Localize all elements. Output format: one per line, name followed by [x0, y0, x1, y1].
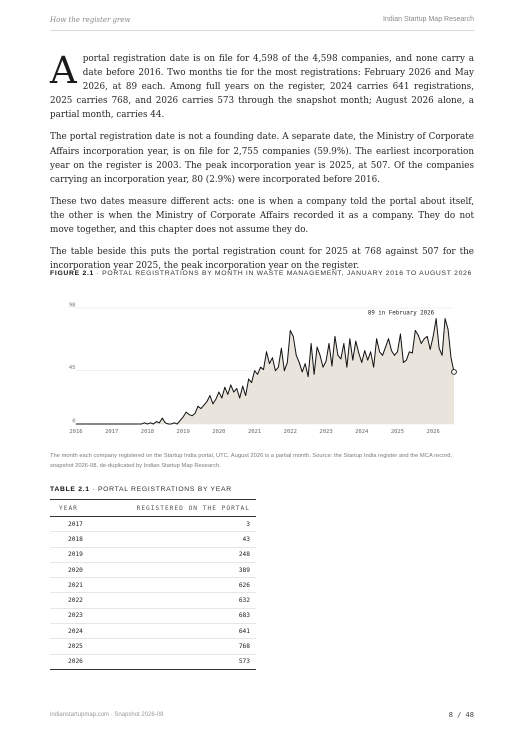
data-point [335, 336, 336, 337]
cell-year: 2023 [50, 608, 96, 623]
data-point [317, 347, 318, 348]
cell-registered: 641 [96, 624, 256, 639]
data-point [251, 382, 252, 383]
table-row [50, 624, 256, 639]
data-point [278, 367, 279, 368]
data-point [373, 367, 374, 368]
data-point [162, 418, 163, 419]
cell-registered: 626 [96, 578, 256, 593]
data-point [266, 351, 267, 352]
data-point [171, 424, 172, 425]
data-point [269, 363, 270, 364]
data-point [201, 408, 202, 409]
data-point [117, 424, 118, 425]
cell-registered: 573 [96, 654, 256, 669]
data-point [102, 424, 103, 425]
table-row [50, 654, 256, 669]
data-point [189, 414, 190, 415]
data-point [126, 424, 127, 425]
data-point [376, 338, 377, 339]
data-point [424, 338, 425, 339]
paragraph-3: These two dates measure different acts: one is when a company told the portal about itself, the other is when the Ministry of Corporate Affairs recorded it as a company. They do not move together, and this chapter does not assume they do. [50, 196, 474, 236]
data-point [323, 367, 324, 368]
data-point [88, 424, 89, 425]
table-row [50, 593, 256, 608]
data-point [254, 370, 255, 371]
data-point [233, 392, 234, 393]
data-point [99, 424, 100, 425]
data-point [281, 348, 282, 349]
series-end-marker [452, 370, 457, 375]
data-point [406, 360, 407, 361]
data-point [341, 359, 342, 360]
x-tick-label: 2016 [69, 429, 83, 435]
column-header-year: YEAR [50, 500, 96, 517]
data-point [186, 412, 187, 413]
data-point [349, 338, 350, 339]
data-point [361, 362, 362, 363]
data-point [326, 361, 327, 362]
data-point [245, 395, 246, 396]
table-row [50, 562, 256, 577]
registrations-table [50, 499, 256, 670]
data-point [177, 424, 178, 425]
chapter-title: How the register grew [50, 16, 131, 24]
data-point [284, 370, 285, 371]
data-point [180, 420, 181, 421]
data-point [367, 360, 368, 361]
data-point [105, 424, 106, 425]
data-point [397, 351, 398, 352]
data-point [412, 353, 413, 354]
data-point [129, 424, 130, 425]
cell-year: 2021 [50, 578, 96, 593]
drop-cap: A [50, 49, 77, 92]
data-point [403, 362, 404, 363]
cell-year: 2018 [50, 532, 96, 547]
data-point [364, 350, 365, 351]
paragraph-1 [50, 49, 474, 122]
data-point [421, 343, 422, 344]
data-point [195, 413, 196, 414]
data-point [260, 367, 261, 368]
x-tick-label: 2020 [212, 429, 226, 435]
table-caption [50, 486, 232, 493]
data-point [379, 351, 380, 352]
table-row [50, 532, 256, 547]
data-point [114, 424, 115, 425]
table-header-row [50, 500, 256, 517]
data-point [210, 395, 211, 396]
data-point [85, 424, 86, 425]
data-point [153, 424, 154, 425]
table-body [50, 517, 256, 670]
cell-year: 2026 [50, 654, 96, 669]
cell-year: 2024 [50, 624, 96, 639]
data-point [332, 366, 333, 367]
data-point [388, 338, 389, 339]
data-point [120, 424, 121, 425]
data-point [76, 424, 77, 425]
y-tick-label: 98 [68, 302, 76, 309]
data-point [221, 398, 222, 399]
cell-year: 2020 [50, 562, 96, 577]
data-point [174, 422, 175, 423]
figure-caption [50, 268, 474, 279]
data-point [239, 398, 240, 399]
cell-registered: 43 [96, 532, 256, 547]
data-point [448, 329, 449, 330]
data-point [108, 424, 109, 425]
data-point [308, 376, 309, 377]
data-point [415, 330, 416, 331]
y-axis-ticks [69, 303, 76, 425]
data-point [299, 362, 300, 363]
data-point [355, 341, 356, 342]
data-point [427, 336, 428, 337]
data-point [400, 334, 401, 335]
data-point [442, 355, 443, 356]
paragraph-2: The portal registration date is not a founding date. A separate date, the Ministry of Corporate Affairs incorporation year, is on file for 2,755 companies (59.9%). The earliest incorporation year on the register is 2003. The peak incorporation year is 2025, at 507. Of the companies carrying an incorporation year, 80 (2.9%) were incorporated before 2016. [50, 132, 474, 185]
table-number: TABLE 2.1 [50, 486, 90, 493]
data-point [144, 422, 145, 423]
data-point [329, 343, 330, 344]
x-tick-label: 2018 [140, 429, 155, 435]
table-row [50, 517, 256, 532]
data-point [445, 318, 446, 319]
data-point [293, 336, 294, 337]
data-point [248, 379, 249, 380]
data-point [296, 355, 297, 356]
data-point [263, 369, 264, 370]
data-point [314, 374, 315, 375]
data-point [451, 357, 452, 358]
data-point [93, 424, 94, 425]
data-point [90, 424, 91, 425]
data-point [275, 370, 276, 371]
cell-year: 2022 [50, 593, 96, 608]
data-point [287, 362, 288, 363]
series-area-fill [76, 319, 454, 424]
data-point [370, 351, 371, 352]
x-tick-label: 2023 [319, 429, 333, 435]
x-tick-label: 2019 [176, 429, 190, 435]
table-row [50, 578, 256, 593]
cell-registered: 768 [96, 639, 256, 654]
data-point [272, 357, 273, 358]
data-point [352, 360, 353, 361]
data-point [123, 424, 124, 425]
data-point [433, 336, 434, 337]
data-point [430, 349, 431, 350]
data-point [150, 422, 151, 423]
peak-annotation: 89 in February 2026 [367, 310, 435, 317]
table-row [50, 608, 256, 623]
data-point [385, 347, 386, 348]
figure-note: The month each company registered on the Startup India portal, UTC. August 2026 is a partial month. Source: the Startup India register and the MCA record, snapshot 2026-08, de-duplicated by Indian Startup Map Research. [50, 453, 453, 469]
x-tick-label: 2024 [355, 429, 369, 435]
column-header-registered: REGISTERED ON THE PORTAL [96, 500, 256, 517]
data-point [305, 363, 306, 364]
cell-year: 2025 [50, 639, 96, 654]
data-point [418, 335, 419, 336]
data-point [257, 374, 258, 375]
cell-registered: 248 [96, 547, 256, 562]
x-axis-ticks [69, 429, 439, 435]
data-point [79, 424, 80, 425]
data-point [183, 417, 184, 418]
cell-registered: 683 [96, 608, 256, 623]
registrations-area-chart [50, 296, 474, 446]
footer-source: indianstartupmap.com · Snapshot 2026-08 [50, 712, 164, 718]
cell-year: 2017 [50, 517, 96, 532]
data-point [227, 394, 228, 395]
x-tick-label: 2022 [283, 429, 297, 435]
data-point [198, 406, 199, 407]
data-point [236, 388, 237, 389]
data-point [391, 350, 392, 351]
data-point [138, 424, 139, 425]
page-number: 8 / 48 [448, 711, 474, 719]
data-point [302, 372, 303, 373]
publication-name: Indian Startup Map Research [382, 16, 474, 23]
data-point [346, 367, 347, 368]
data-point [290, 330, 291, 331]
paragraph-4: The table beside this puts the portal registration count for 2025 at 768 against 507 for the incorporation year 2025, the peak incorporation year on the register. [50, 247, 474, 272]
running-head [50, 16, 474, 31]
data-point [159, 422, 160, 423]
paragraph-1-text: portal registration date is on file for 4,598 of the 4,598 companies, and none carry a date before 2016. Two months tie for the most registrations: February 2026 and May 2026, at 89 each. Among full years on the register, 2024 carries 641 registrations, 2025 carries 768, and 2026 carries 573 through the snapshot month; August 2026 alone, a partial month, carries 44. [50, 54, 474, 121]
body-text [50, 49, 474, 281]
data-point [320, 355, 321, 356]
figure-number: FIGURE 2.1 [50, 270, 95, 277]
data-point [207, 401, 208, 402]
data-point [409, 351, 410, 352]
cell-registered: 389 [96, 562, 256, 577]
data-point [311, 343, 312, 344]
data-point [156, 421, 157, 422]
x-tick-label: 2021 [247, 429, 262, 435]
data-point [111, 424, 112, 425]
data-point [147, 424, 148, 425]
data-point [141, 424, 142, 425]
table-title: · PORTAL REGISTRATIONS BY YEAR [92, 486, 232, 493]
data-point [218, 392, 219, 393]
data-point [439, 348, 440, 349]
data-point [215, 399, 216, 400]
y-tick-label: 0 [72, 418, 76, 425]
data-point [165, 422, 166, 423]
data-point [230, 385, 231, 386]
data-point [96, 424, 97, 425]
x-tick-label: 2017 [105, 429, 119, 435]
x-tick-label: 2025 [390, 429, 405, 435]
data-point [394, 355, 395, 356]
data-point [192, 415, 193, 416]
data-point [224, 387, 225, 388]
y-tick-label: 45 [68, 365, 76, 372]
data-point [82, 424, 83, 425]
data-point [343, 343, 344, 344]
data-point [132, 424, 133, 425]
cell-year: 2019 [50, 547, 96, 562]
table-row [50, 639, 256, 654]
data-point [204, 405, 205, 406]
data-point [382, 355, 383, 356]
x-tick-label: 2026 [426, 429, 440, 435]
data-point [338, 355, 339, 356]
data-point [213, 403, 214, 404]
cell-registered: 3 [96, 517, 256, 532]
figure-title: · PORTAL REGISTRATIONS BY MONTH IN WASTE MANAGEMENT, JANUARY 2016 TO AUGUST 2026 [96, 270, 473, 277]
data-point [135, 424, 136, 425]
data-point [358, 353, 359, 354]
data-point [242, 386, 243, 387]
cell-registered: 632 [96, 593, 256, 608]
data-point [436, 318, 437, 319]
data-point [168, 424, 169, 425]
table-row [50, 547, 256, 562]
